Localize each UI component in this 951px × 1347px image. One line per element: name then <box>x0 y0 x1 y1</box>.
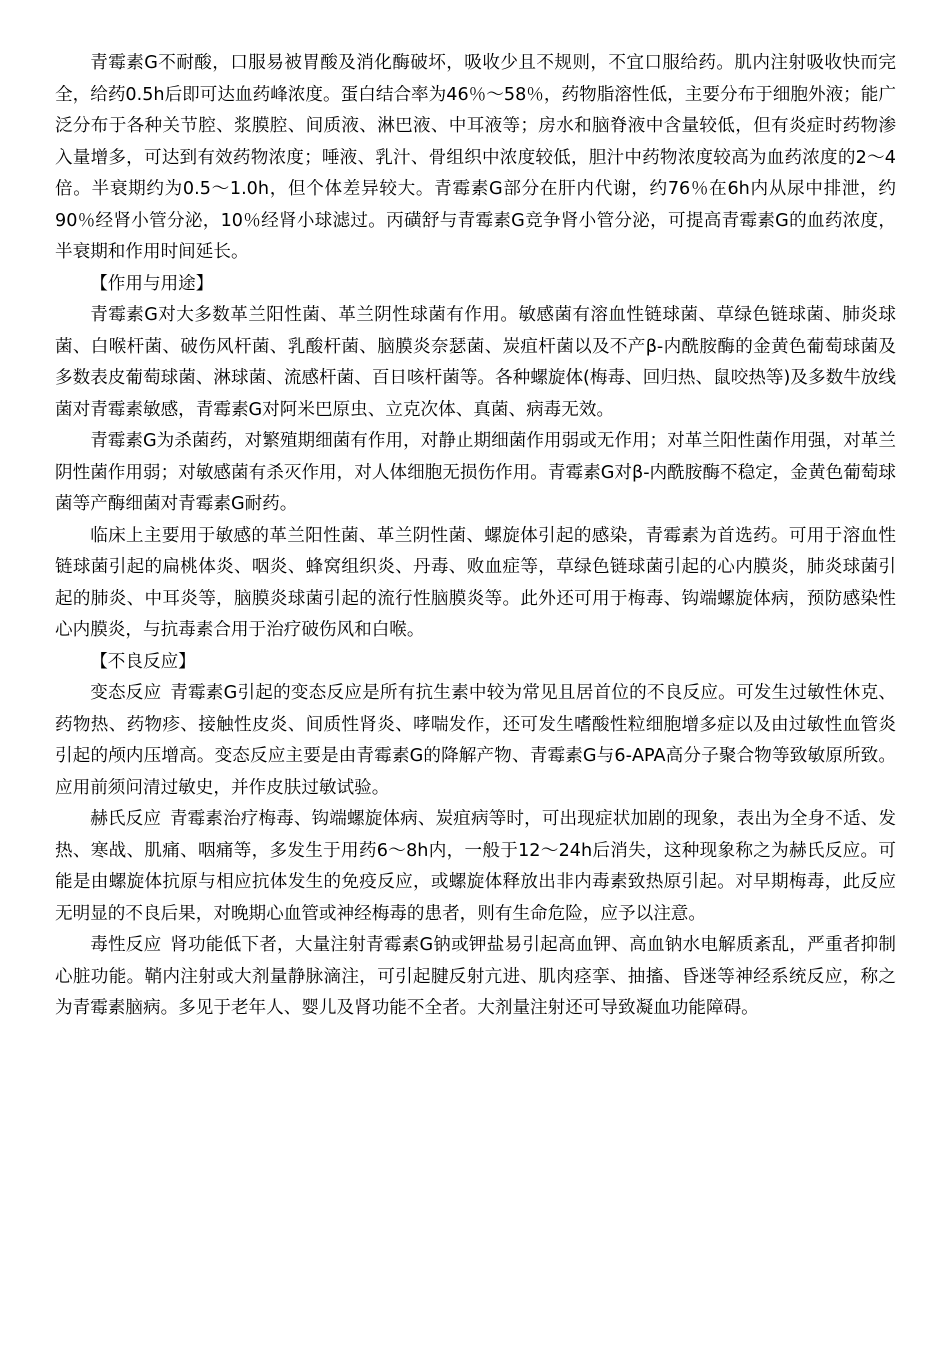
paragraph-antibacterial-spectrum <box>55 300 896 426</box>
paragraph-text: 青霉素G对大多数革兰阳性菌、革兰阴性球菌有作用。敏感菌有溶血性链球菌、草绿色链球菌、肺炎球菌、白喉杆菌、破伤风杆菌、乳酸杆菌、脑膜炎奈瑟菌、炭疽杆菌以及不产β-内酰胺酶的金黄色葡萄球菌及多数表皮葡萄球菌、淋球菌、流感杆菌、百日咳杆菌等。各种螺旋体(梅毒、回归热、鼠咬热等)及多数牛放线菌对青霉素敏感，青霉素G对阿米巴原虫、立克次体、真菌、病毒无效。 <box>55 305 896 420</box>
paragraph-lead-term: 毒性反应 <box>90 935 162 955</box>
section-heading-actions-uses: 【作用与用途】 <box>90 273 214 294</box>
section-heading-adverse-reactions: 【不良反应】 <box>90 651 196 672</box>
paragraph-toxic-reaction <box>55 930 896 1025</box>
document-page <box>55 48 896 1025</box>
paragraph-text: 青霉素G为杀菌药，对繁殖期细菌有作用，对静止期细菌作用弱或无作用；对革兰阳性菌作用强，对革兰阴性菌作用弱；对敏感菌有杀灭作用，对人体细胞无损伤作用。青霉素G对β-内酰胺酶不稳定，金黄色葡萄球菌等产酶细菌对青霉素G耐药。 <box>55 431 896 514</box>
paragraph-text: 青霉素治疗梅毒、钩端螺旋体病、炭疽病等时，可出现症状加剧的现象，表出为全身不适、发热、寒战、肌痛、咽痛等，多发生于用药6～8h内，一般于12～24h后消失，这种现象称之为赫氏反应。可能是由螺旋体抗原与相应抗体发生的免疫反应，或螺旋体释放出非内毒素致热原引起。对早期梅毒，此反应无明显的不良后果，对晚期心血管或神经梅毒的患者，则有生命危险，应予以注意。 <box>55 809 896 924</box>
paragraph-text: 青霉素G不耐酸，口服易被胃酸及消化酶破坏，吸收少且不规则，不宜口服给药。肌内注射吸收快而完全，给药0.5h后即可达血药峰浓度。蛋白结合率为46％～58％，药物脂溶性低，主要分布于细胞外液；能广泛分布于各种关节腔、浆膜腔、间质液、淋巴液、中耳液等；房水和脑脊液中含量较低，但有炎症时药物渗入量增多，可达到有效药物浓度；唾液、乳汁、骨组织中浓度较低，胆汁中药物浓度较高为血药浓度的2～4倍。半衰期约为0.5～1.0h，但个体差异较大。青霉素G部分在肝内代谢，约76％在6h内从尿中排泄，约90％经肾小管分泌，10％经肾小球滤过。丙磺舒与青霉素G竞争肾小管分泌，可提高青霉素G的血药浓度，半衰期和作用时间延长。 <box>55 53 896 262</box>
paragraph-herxheimer-reaction <box>55 804 896 930</box>
paragraph-bactericidal-action <box>55 426 896 521</box>
paragraph-pharmacokinetics <box>55 48 896 269</box>
paragraph-text: 临床上主要用于敏感的革兰阳性菌、革兰阴性菌、螺旋体引起的感染，青霉素为首选药。可用于溶血性链球菌引起的扁桃体炎、咽炎、蜂窝组织炎、丹毒、败血症等，草绿色链球菌引起的心内膜炎，肺炎球菌引起的肺炎、中耳炎等，脑膜炎球菌引起的流行性脑膜炎等。此外还可用于梅毒、钩端螺旋体病，预防感染性心内膜炎，与抗毒素合用于治疗破伤风和白喉。 <box>55 525 896 640</box>
paragraph-text: 青霉素G引起的变态反应是所有抗生素中较为常见且居首位的不良反应。可发生过敏性休克、药物热、药物疹、接触性皮炎、间质性肾炎、哮喘发作，还可发生嗜酸性粒细胞增多症以及由过敏性血管炎引起的颅内压增高。变态反应主要是由青霉素G的降解产物、青霉素G与6-APA高分子聚合物等致敏原所致。应用前须问清过敏史，并作皮肤过敏试验。 <box>55 683 896 798</box>
paragraph-allergic-reaction <box>55 678 896 804</box>
paragraph-text: 肾功能低下者，大量注射青霉素G钠或钾盐易引起高血钾、高血钠水电解质紊乱，严重者抑制心脏功能。鞘内注射或大剂量静脉滴注，可引起腱反射亢进、肌肉痉挛、抽搐、昏迷等神经系统反应，称之为青霉素脑病。多见于老年人、婴儿及肾功能不全者。大剂量注射还可导致凝血功能障碍。 <box>55 935 896 1018</box>
paragraph-clinical-use <box>55 521 896 647</box>
paragraph-lead-term: 赫氏反应 <box>90 809 162 829</box>
paragraph-lead-term: 变态反应 <box>90 683 162 703</box>
